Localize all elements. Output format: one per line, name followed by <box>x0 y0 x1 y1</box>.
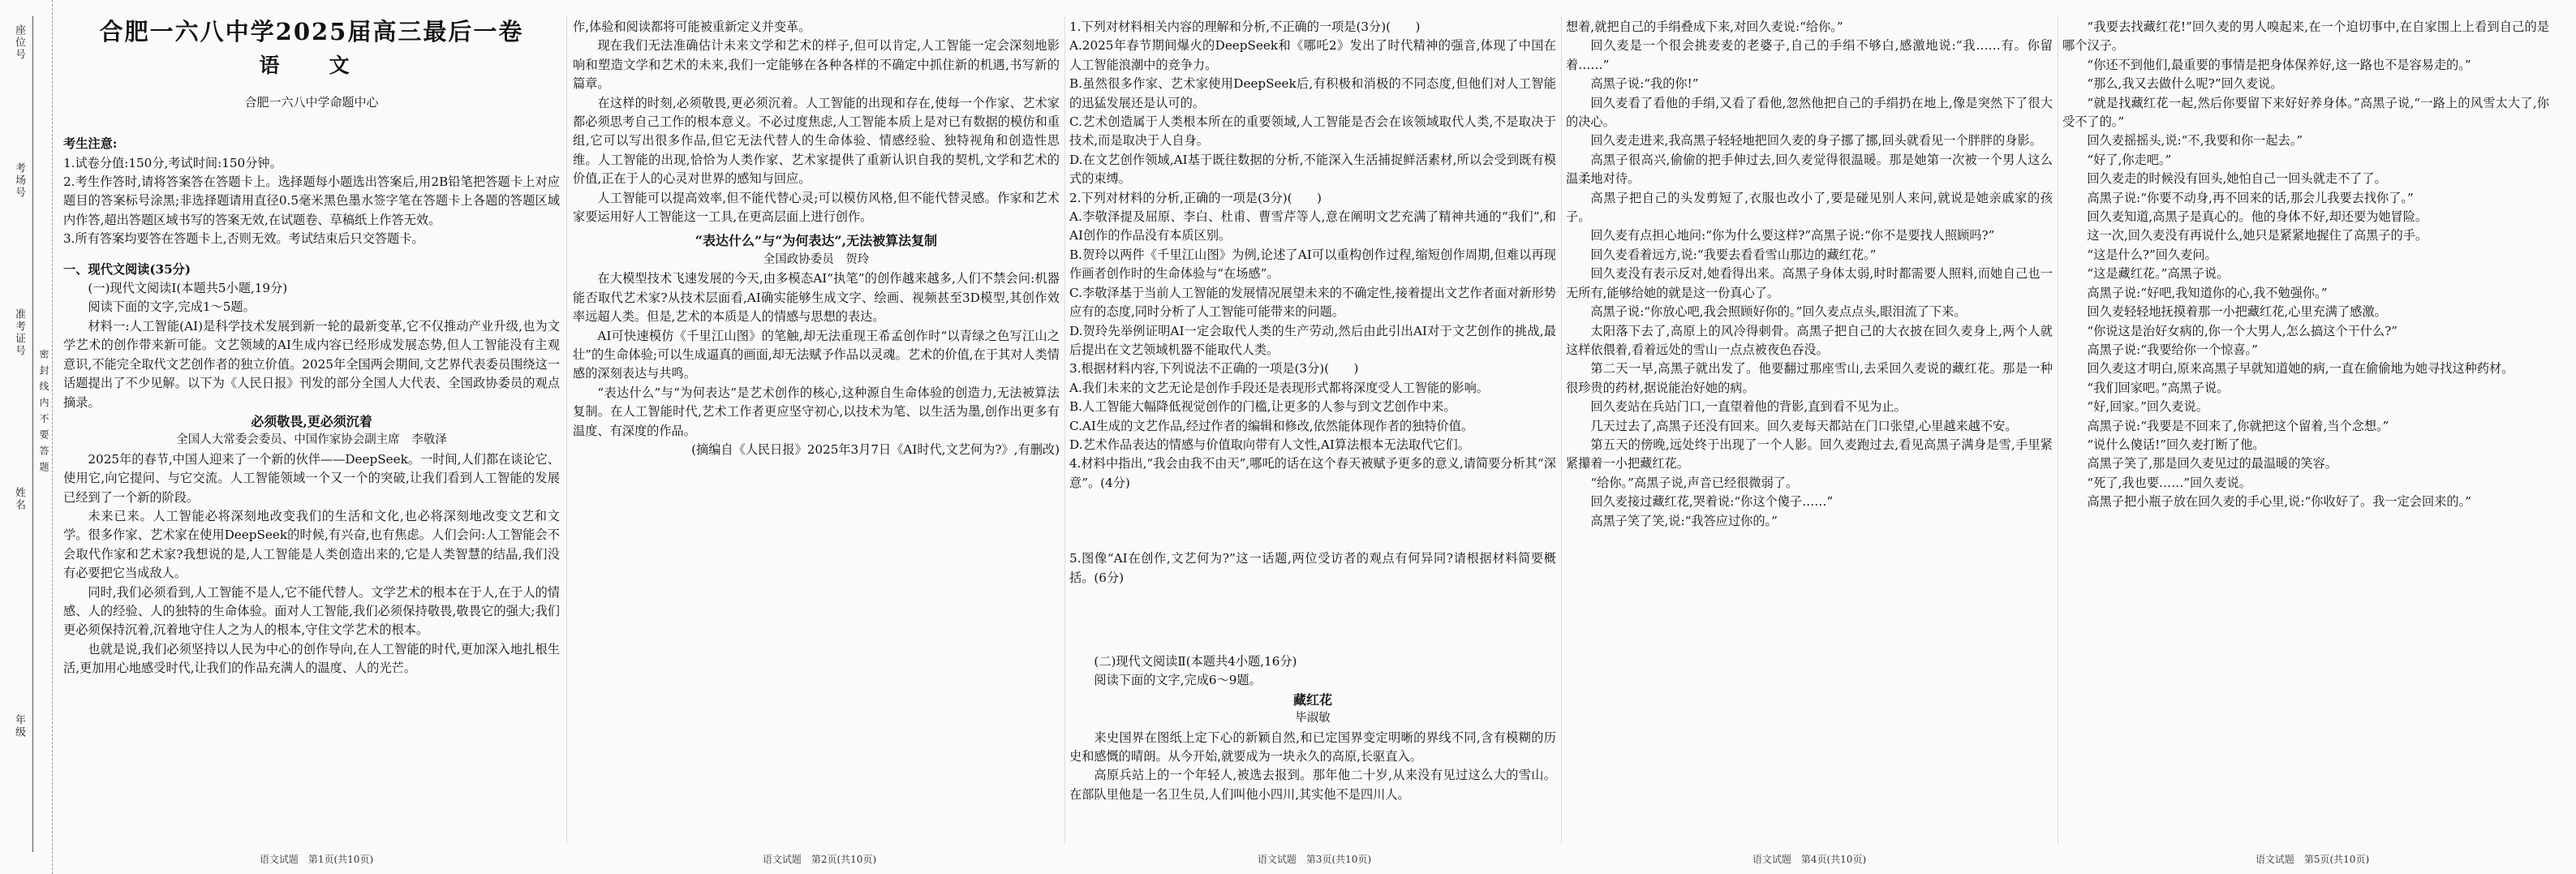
story-paragraph: 想着,就把自己的手绢叠成下来,对回久麦说:“给你。” <box>1566 19 1843 34</box>
story-author: 毕淑敏 <box>1295 712 1331 725</box>
story-paragraph: 回久麦这才明白,原来高黑子早就知道她的病,一直在偷偷地为她寻找这种药材。 <box>2087 361 2514 377</box>
question-stem: 5.图像“AI在创作,文艺何为?”这一话题,两位受访者的观点有何异同?请根据材料简要概括。(6分) <box>1069 551 1556 585</box>
story-paragraph: “这是藏红花。”高黑子说。 <box>2087 266 2230 282</box>
page-footer: 语文试题 第3页(共10页) <box>1257 854 1372 865</box>
exam-unit: 合肥一六八中学命题中心 <box>244 94 379 110</box>
question-option: C.李敬泽基于当前人工智能的发展情况展望未来的不确定性,接着提出文艺作者面对新形势应有的态度,同时分析了人工智能可能带来的问题。 <box>1069 285 1556 320</box>
article-title: 必须敬畏,更必须沉着 <box>251 413 372 429</box>
story-paragraph: 第五天的傍晚,远处终于出现了一个人影。回久麦跑过去,看见高黑子满身是雪,手里紧紧攥着一小把藏红花。 <box>1566 437 2053 471</box>
question-option: C.AI生成的文艺作品,经过作者的编辑和修改,依然能体现作者的独特价值。 <box>1069 418 1474 433</box>
margin-label-room: 考场号 <box>13 162 25 199</box>
question-option: D.贺玲先举例证明AI一定会取代人类的生产劳动,然后由此引出AI对于文艺创作的挑战,最后提出在文艺领域机器不能取代人类。 <box>1069 323 1556 357</box>
seal-line-text: 密 封 线 内 不 要 答 题 <box>38 349 49 473</box>
column-divider <box>1064 16 1065 844</box>
article-paragraph: “表达什么”与“为何表达”是艺术创作的核心,这种源自生命体验的创造力,无法被算法复制。在人工智能时代,艺术工作者更应坚守初心,以技术为笔、以生活为墨,创作出更多有温度、有深度的作品。 <box>573 385 1060 438</box>
story-paragraph: “就是找藏红花一起,然后你要留下来好好养身体。”高黑子说,“一路上的风雪太大了,你受不了的。” <box>2062 95 2549 130</box>
story-paragraph: 高原兵站上的一个年轻人,被选去报到。那年他二十岁,从来没有见过这么大的雪山。在部队里他是一名卫生员,人们叫他小四川,其实他不是四川人。 <box>1069 768 1556 802</box>
question-option: D.在文艺创作领域,AI基于既往数据的分析,不能深入生活捕捉鲜活素材,所以会受到既有模式的束缚。 <box>1069 152 1556 187</box>
instructions-heading: 考生注意: <box>63 136 118 152</box>
instruction-item: 1.试卷分值:150分,考试时间:150分钟。 <box>63 155 282 170</box>
page-footer: 语文试题 第1页(共10页) <box>259 854 374 865</box>
page-2 <box>573 18 1060 837</box>
article-title: “表达什么”与“为何表达”,无法被算法复制 <box>695 233 938 249</box>
story-paragraph: 高黑子说:“我要给你一个惊喜。” <box>2087 342 2258 357</box>
question-option: A.2025年春节期间爆火的DeepSeek和《哪吒2》发出了时代精神的强音,体现了中国在人工智能浪潮中的竞争力。 <box>1069 38 1556 72</box>
page-1 <box>63 18 560 837</box>
answer-space <box>1069 493 1556 549</box>
story-paragraph: 回久麦站在兵站门口,一直望着他的背影,直到看不见为止。 <box>1590 399 1907 415</box>
exam-title: 合肥一六八中学2025届高三最后一卷 <box>99 18 524 45</box>
story-paragraph: 回久麦轻轻地抚摸着那一小把藏红花,心里充满了感激。 <box>2087 304 2387 320</box>
article-paragraph: 作,体验和阅读都将可能被重新定义并变革。 <box>573 19 811 34</box>
story-paragraph: 回久麦知道,高黑子是真心的。他的身体不好,却还要为她冒险。 <box>2087 209 2428 225</box>
page-footer: 语文试题 第5页(共10页) <box>2255 854 2370 865</box>
page-3 <box>1069 18 1556 837</box>
story-paragraph: 高黑子把自己的头发剪短了,衣服也改小了,要是碰见别人来问,就说是她亲戚家的孩子。 <box>1566 190 2053 225</box>
page-4 <box>1566 18 2053 837</box>
article-paragraph: 人工智能可以提高效率,但不能代替心灵;可以模仿风格,但不能代替灵感。作家和艺术家要运用好人工智能这一工具,在更高层面上进行创作。 <box>573 190 1060 225</box>
story-paragraph: “你说这是治好女病的,你一个大男人,怎么搞这个干什么?” <box>2087 323 2398 338</box>
story-paragraph: 高黑子说:“我要是不回来了,你就把这个留着,当个念想。” <box>2087 418 2389 433</box>
question-option: A.我们未来的文艺无论是创作手段还是表现形式都将深度受人工智能的影响。 <box>1069 380 1489 395</box>
instruction-item: 2.考生作答时,请将答案答在答题卡上。选择题每小题选出答案后,用2B铅笔把答题卡上对应题目的答案标号涂黑;非选择题请用直径0.5毫米黑色墨水签字笔在答题卡上各题的答题区域内作答,超出答题区域书写的答案无效,在试题卷、草稿纸上作答无效。 <box>63 174 560 227</box>
question-option: C.艺术创造属于人类根本所在的重要领域,人工智能是否会在该领域取代人类,不是取决于技术,而是取决于人自身。 <box>1069 114 1556 149</box>
story-paragraph: “我们回家吧。”高黑子说。 <box>2087 380 2230 395</box>
column-divider <box>566 16 567 844</box>
margin-label-grade: 年级 <box>13 714 25 738</box>
story-paragraph: 回久麦看了看他的手绢,又看了看他,忽然他把自己的手绢扔在地上,像是突然下了很大的决心。 <box>1566 95 2053 130</box>
story-paragraph: 高黑子笑了笑,说:“我答应过你的。” <box>1590 513 1778 528</box>
binding-margin <box>0 0 53 874</box>
story-paragraph: 回久麦看着远方,说:“我要去看看雪山那边的藏红花。” <box>1590 247 1877 262</box>
question-option: B.人工智能大幅降低视觉创作的门槛,让更多的人参与到文艺创作中来。 <box>1069 399 1456 415</box>
story-paragraph: “给你。”高黑子说,声音已经很微弱了。 <box>1590 475 1799 490</box>
story-paragraph: “死了,我也要……”回久麦说。 <box>2087 475 2251 490</box>
question-stem: 3.根据材料内容,下列说法不正确的一项是(3分)( ) <box>1069 361 1359 377</box>
story-paragraph: 回久麦是一个很会挑麦麦的老婆子,自己的手绢不够白,感激地说:“我……有。你留着……” <box>1566 38 2053 72</box>
margin-label-seat: 座位号 <box>13 24 25 61</box>
story-paragraph: 高黑子很高兴,偷偷的把手伸过去,回久麦觉得很温暖。那是她第一次被一个男人这么温柔地对待。 <box>1566 152 2053 187</box>
subsection-instruction: 阅读下面的文字,完成6～9题。 <box>1094 673 1262 688</box>
story-paragraph: 回久麦走进来,我高黑子轻轻地把回久麦的身子挪了挪,回头就看见一个胖胖的身影。 <box>1590 133 2042 149</box>
subsection-heading: (二)现代文阅读Ⅱ(本题共4小题,16分) <box>1094 653 1297 669</box>
story-paragraph: 回久麦走的时候没有回头,她怕自己一回头就走不了了。 <box>2087 171 2387 187</box>
margin-label-id: 准考证号 <box>13 308 25 357</box>
article-paragraph: 在这样的时刻,必须敬畏,更必须沉着。人工智能的出现和存在,使每一个作家、艺术家都必须思考自己工作的根本意义。不必过度焦虑,人工智能本质上是对已有数据的模仿和重组,它可以写出很多作品,但它无法代替人的生命体验、情感经验、独特视角和创造性思维。人工智能的出现,恰恰为人类作家、艺术家提供了重新认识自我的契机,文学和艺术的价值,正在于人的心灵对世界的感知与回应。 <box>573 95 1060 187</box>
article-author: 全国人大常委会委员、中国作家协会副主席 李敬泽 <box>176 433 447 447</box>
question-stem: 2.下列对材料的分析,正确的一项是(3分)( ) <box>1069 190 1322 205</box>
section-heading: 一、现代文阅读(35分) <box>63 261 191 277</box>
instruction-item: 3.所有答案均要答在答题卡上,否则无效。考试结束后只交答题卡。 <box>63 231 424 247</box>
story-paragraph: 几天过去了,高黑子还没有回来。回久麦每天都站在门口张望,心里越来越不安。 <box>1590 418 2018 433</box>
page-footer: 语文试题 第2页(共10页) <box>762 854 877 865</box>
story-paragraph: 回久麦接过藏红花,哭着说:“你这个傻子……” <box>1590 494 1834 510</box>
article-paragraph: 在大模型技术飞速发展的今天,由多模态AI“执笔”的创作越来越多,人们不禁会问:机器能否取代艺术家?从技术层面看,AI确实能够生成文字、绘画、视频甚至3D模型,其创作效率远超人类。但是,艺术的本质是人的情感与思想的表达。 <box>573 271 1060 325</box>
article-paragraph: 未来已来。人工智能必将深刻地改变我们的生活和文化,也必将深刻地改变文艺和文学。很多作家、艺术家在使用DeepSeek的时候,有兴奋,也有焦虑。人们会问:人工智能会不会取代作家和艺术家?我想说的是,人工智能是人类创造出来的,它是人类智慧的结晶,我们没有必要把它当成敌人。 <box>63 508 560 581</box>
subsection-heading: (一)现代文阅读Ⅰ(本题共5小题,19分) <box>88 281 288 296</box>
story-paragraph: “好,回家。”回久麦说。 <box>2087 399 2208 415</box>
story-paragraph: “你还不到他们,最重要的事情是把身体保养好,这一路也不是容易走的。” <box>2087 57 2471 72</box>
question-option: B.虽然很多作家、艺术家使用DeepSeek后,有积极和消极的不同态度,但他们对人工智能的迅猛发展还是认可的。 <box>1069 76 1556 110</box>
story-paragraph: 高黑子把小瓶子放在回久麦的手心里,说:“你收好了。我一定会回来的。” <box>2087 494 2471 510</box>
story-paragraph: “这是什么?”回久麦问。 <box>2087 247 2217 262</box>
question-option: D.艺术作品表达的情感与价值取向带有人文性,AI算法根本无法取代它们。 <box>1069 437 1470 452</box>
article-author: 全国政协委员 贺玲 <box>763 252 870 266</box>
story-paragraph: “说什么傻话!”回久麦打断了他。 <box>2087 437 2265 452</box>
story-paragraph: “我要去找藏红花!”回久麦的男人嗅起来,在一个迫切事中,在自家围上上看到自己的是哪个汉子。 <box>2062 19 2549 54</box>
story-paragraph: 高黑子说:“你要不动身,再不回来的话,那会儿我要去找你了。” <box>2087 190 2414 205</box>
story-paragraph: “那么,我又去做什么呢?”回久麦说。 <box>2087 76 2283 92</box>
story-paragraph: 回久麦摇摇头,说:“不,我要和你一起去。” <box>2087 133 2303 149</box>
article-paragraph: AI可快速模仿《千里江山图》的笔触,却无法重现王希孟创作时“以青绿之色写江山之壮”的生命体验;可以生成逼真的画面,却无法赋予作品以灵魂。艺术的价值,在于其对人类情感的深刻表达与共鸣。 <box>573 328 1060 381</box>
answer-space <box>1069 588 1556 652</box>
article-paragraph: 现在我们无法准确估计未来文学和艺术的样子,但可以肯定,人工智能一定会深刻地影响和塑造文学和艺术的未来,我们一定能够在各种各样的不确定中抓住新的机遇,书写新的篇章。 <box>573 38 1060 92</box>
article-paragraph: 也就是说,我们必须坚持以人民为中心的创作导向,在人工智能的时代,更加深入地扎根生活,更加用心地感受时代,让我们的作品充满人的温度、人的光芒。 <box>63 641 560 676</box>
page-5 <box>2062 18 2549 837</box>
margin-label-name: 姓名 <box>13 487 25 511</box>
story-paragraph: 来史国界在图纸上定下心的新颖自然,和已定国界变定明晰的界线不同,含有模糊的历史和感慨的晴朗。从今开始,就要成为一块永久的高原,长驱直入。 <box>1069 730 1556 764</box>
article-paragraph: 2025年的春节,中国人迎来了一个新的伙伴——DeepSeek。一时间,人们都在谈论它、使用它,向它提问、与它交流。人工智能领域一个又一个的突破,让我们看到人工智能的发展已经到了一个新的阶段。 <box>63 451 560 505</box>
story-paragraph: 这一次,回久麦没有再说什么,她只是紧紧地握住了高黑子的手。 <box>2087 228 2428 243</box>
story-paragraph: “好了,你走吧。” <box>2087 152 2172 167</box>
seal-line <box>32 16 33 852</box>
story-paragraph: 高黑子说:“你放心吧,我会照顾好你的。”回久麦点点头,眼泪流了下来。 <box>1590 304 1967 320</box>
story-paragraph: 高黑子说:“我的你!” <box>1590 76 1699 92</box>
story-paragraph: 高黑子说:“好吧,我知道你的心,我不勉强你。” <box>2087 285 2328 300</box>
exam-subject: 语 文 <box>259 54 364 78</box>
article-source: (摘编自《人民日报》2025年3月7日《AI时代,文艺何为?》,有删改) <box>691 441 1060 457</box>
question-stem: 4.材料中指出,“我会由我不由天”,哪吒的话在这个春天被赋予更多的意义,请简要分析其“深意”。(4分) <box>1069 456 1556 490</box>
subsection-instruction: 阅读下面的文字,完成1～5题。 <box>88 299 256 315</box>
question-option: A.李敬泽提及屈原、李白、杜甫、曹雪芹等人,意在阐明文艺充满了精神共通的“我们”,和AI创作的作品没有本质区别。 <box>1069 209 1556 243</box>
story-title: 藏红花 <box>1292 691 1332 708</box>
story-paragraph: 高黑子笑了,那是回久麦见过的最温暖的笑容。 <box>2087 456 2337 471</box>
story-paragraph: 第二天一早,高黑子就出发了。他要翻过那座雪山,去采回久麦说的藏红花。那是一种很珍贵的药材,据说能治好她的病。 <box>1566 361 2053 395</box>
story-paragraph: 回久麦没有表示反对,她看得出来。高黑子身体太弱,时时都需要人照料,而她自己也一无所有,能够给她的就是这一份真心了。 <box>1566 266 2053 300</box>
page-footer: 语文试题 第4页(共10页) <box>1752 854 1867 865</box>
column-divider <box>1561 16 1562 844</box>
material-intro: 材料一:人工智能(AI)是科学技术发展到新一轮的最新变革,它不仅推动产业升级,也为文学艺术的创作带来新可能。文艺领域的AI生成内容已经形成发展态势,但人工智能没有主观意识,不能完全取代文艺创作者的独立价值。2025年全国两会期间,文艺界代表委员围绕这一话题提出了不少见解。以下为《人民日报》刊发的部分全国人大代表、全国政协委员的观点摘录。 <box>63 318 560 410</box>
question-option: B.贺玲以两件《千里江山图》为例,论述了AI可以重构创作过程,缩短创作周期,但难以再现作画者创作时的生命体验与“在场感”。 <box>1069 247 1556 282</box>
article-paragraph: 同时,我们必须看到,人工智能不是人,它不能代替人。文学艺术的根本在于人,在于人的情感、人的经验、人的独特的生命体验。面对人工智能,我们必须保持敬畏,敬畏它的强大;我们更必须保持沉着,沉着地守住人之为人的根本,守住文学艺术的根本。 <box>63 584 560 638</box>
story-paragraph: 太阳落下去了,高原上的风冷得刺骨。高黑子把自己的大衣披在回久麦身上,两个人就这样依偎着,看着远处的雪山一点点被夜色吞没。 <box>1566 323 2053 357</box>
story-paragraph: 回久麦有点担心地问:“你为什么要这样?”高黑子说:“你不是要找人照顾吗?” <box>1590 228 1995 243</box>
question-stem: 1.下列对材料相关内容的理解和分析,不正确的一项是(3分)( ) <box>1069 19 1421 34</box>
